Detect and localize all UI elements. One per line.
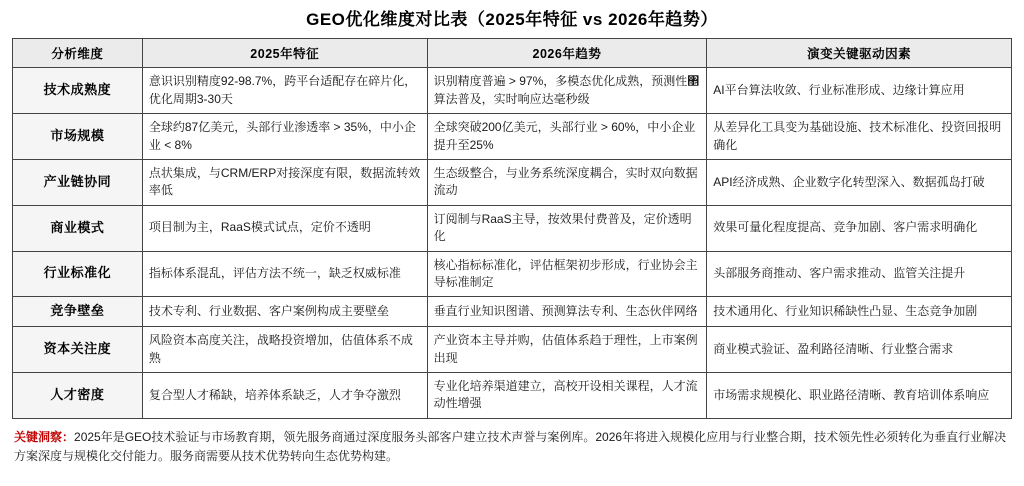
row-dimension: 竞争壁垒 xyxy=(13,297,143,327)
row-drivers: 技术通用化、行业知识稀缺性凸显、生态竞争加剧 xyxy=(707,297,1012,327)
table-row xyxy=(13,68,1012,114)
row-dimension: 资本关注度 xyxy=(13,327,143,373)
row-2025: 技术专利、行业数据、客户案例构成主要壁垒 xyxy=(142,297,427,327)
column-header-2026: 2026年趋势 xyxy=(427,39,707,68)
row-2026: 专业化培养渠道建立，高校开设相关课程，人才流动性增强 xyxy=(427,372,707,418)
row-dimension: 行业标准化 xyxy=(13,251,143,297)
row-drivers: 市场需求规模化、职业路径清晰、教育培训体系响应 xyxy=(707,372,1012,418)
page-title: GEO优化维度对比表（2025年特征 vs 2026年趋势） xyxy=(306,10,718,29)
row-2026: 识别精度普遍 > 97%，多模态优化成熟，预测性঵算法普及，实时响应达毫秒级 xyxy=(427,68,707,114)
table-header-row xyxy=(13,39,1012,68)
row-2025: 意识识别精度92-98.7%，跨平台适配存在碎片化，优化周期3-30天 xyxy=(142,68,427,114)
row-dimension: 技术成熟度 xyxy=(13,68,143,114)
table-row xyxy=(13,251,1012,297)
key-insight-text: 2025年是GEO技术验证与市场教育期，领先服务商通过深度服务头部客户建立技术声誉与案例库。2026年将进入规模化应用与行业整合期，技术领先性必须转化为垂直行业解决方案深度与规模化交付能力。服务商需要从技术优势转向生态优势构建。 xyxy=(14,429,1007,463)
row-drivers: API经济成熟、企业数字化转型深入、数据孤岛打破 xyxy=(707,159,1012,205)
table-row xyxy=(13,297,1012,327)
row-2026: 订阅制与RaaS主导，按效果付费普及，定价透明化 xyxy=(427,205,707,251)
row-drivers: 效果可量化程度提高、竞争加剧、客户需求明确化 xyxy=(707,205,1012,251)
key-insight xyxy=(12,428,1012,466)
row-dimension: 产业链协同 xyxy=(13,159,143,205)
row-dimension: 商业模式 xyxy=(13,205,143,251)
table-row xyxy=(13,327,1012,373)
table-body xyxy=(13,68,1012,418)
row-2025: 点状集成，与CRM/ERP对接深度有限，数据流转效率低 xyxy=(142,159,427,205)
comparison-table xyxy=(12,38,1012,418)
table-row xyxy=(13,372,1012,418)
column-header-drivers: 演变关键驱动因素 xyxy=(707,39,1012,68)
row-dimension: 人才密度 xyxy=(13,372,143,418)
row-dimension: 市场规模 xyxy=(13,114,143,160)
row-2026: 垂直行业知识图谱、预测算法专利、生态伙伴网络 xyxy=(427,297,707,327)
row-drivers: AI平台算法收敛、行业标准形成、边缘计算应用 xyxy=(707,68,1012,114)
row-2026: 核心指标标准化，评估框架初步形成，行业协会主导标准制定 xyxy=(427,251,707,297)
row-2026: 生态级整合，与业务系统深度耦合，实时双向数据流动 xyxy=(427,159,707,205)
row-2026: 产业资本主导并购，估值体系趋于理性，上市案例出现 xyxy=(427,327,707,373)
column-header-2025: 2025年特征 xyxy=(142,39,427,68)
row-2025: 复合型人才稀缺，培养体系缺乏，人才争夺激烈 xyxy=(142,372,427,418)
table-row xyxy=(13,114,1012,160)
row-drivers: 从差异化工具变为基础设施、技术标准化、投资回报明确化 xyxy=(707,114,1012,160)
row-2025: 指标体系混乱，评估方法不统一，缺乏权威标准 xyxy=(142,251,427,297)
row-2025: 项目制为主，RaaS模式试点，定价不透明 xyxy=(142,205,427,251)
table-row xyxy=(13,159,1012,205)
column-header-dimension: 分析维度 xyxy=(13,39,143,68)
row-drivers: 商业模式验证、盈利路径清晰、行业整合需求 xyxy=(707,327,1012,373)
row-2026: 全球突破200亿美元，头部行业 > 60%，中小企业提升至25% xyxy=(427,114,707,160)
row-2025: 风险资本高度关注，战略投资增加，估值体系不成熟 xyxy=(142,327,427,373)
table-row xyxy=(13,205,1012,251)
key-insight-label: 关键洞察： xyxy=(14,429,75,444)
row-2025: 全球约87亿美元，头部行业渗透率 > 35%，中小企业 < 8% xyxy=(142,114,427,160)
table-header xyxy=(13,39,1012,68)
row-drivers: 头部服务商推动、客户需求推动、监管关注提升 xyxy=(707,251,1012,297)
